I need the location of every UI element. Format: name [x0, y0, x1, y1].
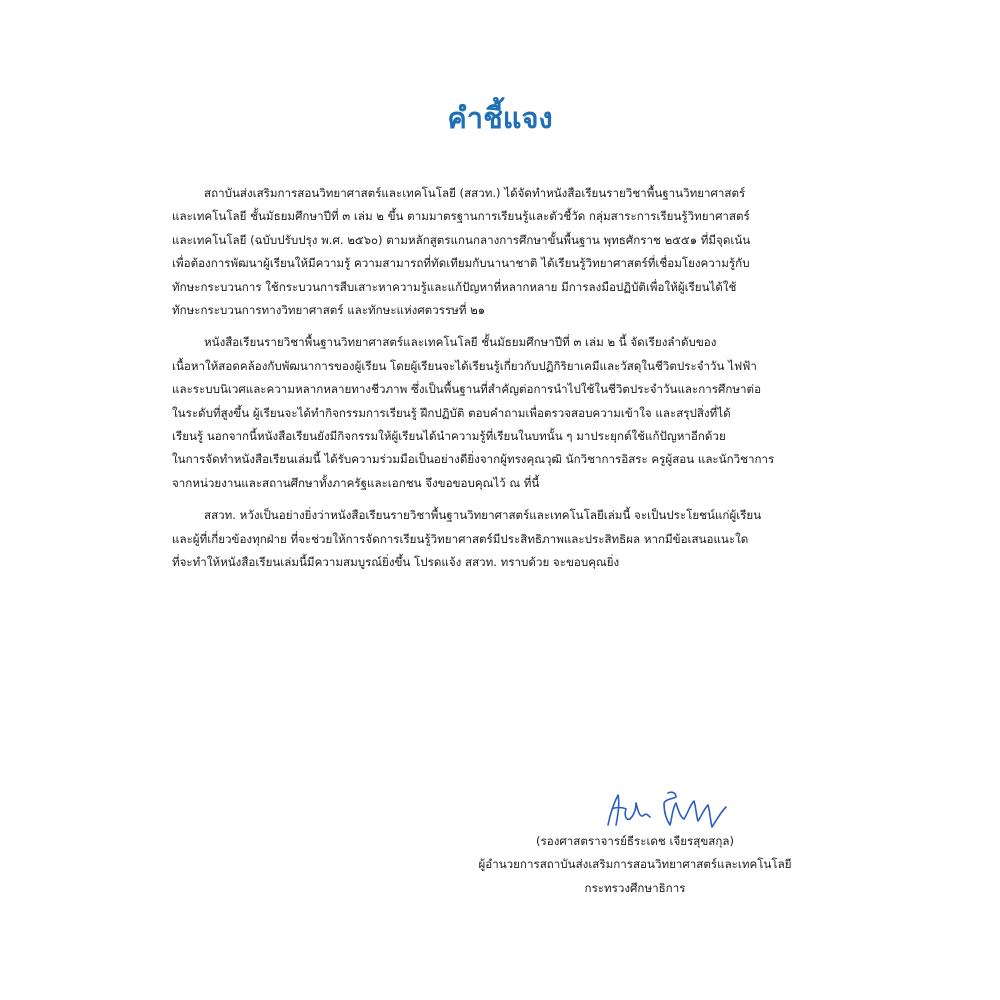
paragraph-line: สสวท. หวังเป็นอย่างยิ่งว่าหนังสือเรียนรายวิชาพื้นฐานวิทยาศาสตร์และเทคโนโลยีเล่มนี้ จะเป็นประโยชน์แก่ผู้เรียน	[204, 508, 762, 523]
paragraph-line: และเทคโนโลยี (ฉบับปรับปรุง พ.ศ. ๒๕๖๐) ตามหลักสูตรแกนกลางการศึกษาขั้นพื้นฐาน พุทธศักราช ๒๕๕๑ ที่มีจุดเน้น	[172, 232, 751, 247]
paragraph-line: ที่จะทำให้หนังสือเรียนเล่มนี้มีความสมบูรณ์ยิ่งขึ้น โปรดแจ้ง สสวท. ทราบด้วย จะขอบคุณยิ่ง	[172, 555, 620, 570]
signer-block	[400, 830, 870, 900]
paragraph-line: ในการจัดทำหนังสือเรียนเล่มนี้ ได้รับความร่วมมือเป็นอย่างดียิ่งจากผู้ทรงคุณวุฒิ นักวิชาการอิสระ ครูผู้สอน และนักวิชาการ	[172, 452, 775, 467]
signer-name: (รองศาสตราจารย์ธีระเดช เจียรสุขสกุล)	[536, 834, 734, 848]
paragraph-line: และเทคโนโลยี ชั้นมัธยมศึกษาปีที่ ๓ เล่ม ๒ ขึ้น ตามมาตรฐานการเรียนรู้และตัวชี้วัด กลุ่มสาระการเรียนรู้วิทยาศาสตร์	[172, 209, 750, 224]
signer-ministry: กระทรวงศึกษาธิการ	[584, 880, 686, 895]
document-body	[172, 182, 852, 584]
handwritten-signature	[600, 785, 740, 835]
paragraph-line: เรียนรู้ นอกจากนี้หนังสือเรียนยังมีกิจกรรมให้ผู้เรียนได้นำความรู้ที่เรียนในบทนั้น ๆ มาประยุกต์ใช้แก้ปัญหาอีกด้วย	[172, 429, 726, 444]
page-title: คำชี้แจง	[447, 101, 553, 135]
paragraph-2	[172, 331, 852, 495]
signer-position: ผู้อำนวยการสถาบันส่งเสริมการสอนวิทยาศาสตร์และเทคโนโลยี	[478, 857, 792, 872]
paragraph-line: ทักษะกระบวนการทางวิทยาศาสตร์ และทักษะแห่งศตวรรษที่ ๒๑	[172, 303, 486, 318]
paragraph-line: เพื่อต้องการพัฒนาผู้เรียนให้มีความรู้ ความสามารถที่ทัดเทียมกับนานาชาติ ได้เรียนรู้วิทยาศาสตร์ที่เชื่อมโยงความรู้กับ	[172, 256, 750, 271]
paragraph-line: หนังสือเรียนรายวิชาพื้นฐานวิทยาศาสตร์และเทคโนโลยี ชั้นมัธยมศึกษาปีที่ ๓ เล่ม ๒ นี้ จัดเรียงลำดับของ	[204, 335, 717, 350]
paragraph-line: และระบบนิเวศและความหลากหลายทางชีวภาพ ซึ่งเป็นพื้นฐานที่สำคัญต่อการนำไปใช้ในชีวิตประจำวันและการศึกษาต่อ	[172, 382, 762, 397]
paragraph-line: เนื้อหาให้สอดคล้องกับพัฒนาการของผู้เรียน โดยผู้เรียนจะได้เรียนรู้เกี่ยวกับปฏิกิริยาเคมีและวัสดุในชีวิตประจำวัน ไฟฟ้า	[172, 358, 757, 373]
paragraph-line: ในระดับที่สูงขึ้น ผู้เรียนจะได้ทำกิจกรรมการเรียนรู้ ฝึกปฏิบัติ ตอบคำถามเพื่อตรวจสอบความเข้าใจ และสรุปสิ่งที่ได้	[172, 405, 731, 420]
paragraph-line: และผู้ที่เกี่ยวข้องทุกฝ่าย ที่จะช่วยให้การจัดการเรียนรู้วิทยาศาสตร์มีประสิทธิภาพและประสิทธิผล หากมีข้อเสนอแนะใด	[172, 531, 749, 546]
paragraph-line: จากหน่วยงานและสถานศึกษาทั้งภาครัฐและเอกชน จึงขอขอบคุณไว้ ณ ที่นี้	[172, 475, 540, 490]
paragraph-3	[172, 504, 852, 574]
paragraph-line: สถาบันส่งเสริมการสอนวิทยาศาสตร์และเทคโนโลยี (สสวท.) ได้จัดทำหนังสือเรียนรายวิชาพื้นฐานวิทยาศาสตร์	[204, 186, 746, 200]
paragraph-1	[172, 182, 852, 322]
paragraph-line: ทักษะกระบวนการ ใช้กระบวนการสืบเสาะหาความรู้และแก้ปัญหาที่หลากหลาย มีการลงมือปฏิบัติเพื่อให้ผู้เรียนได้ใช้	[172, 279, 737, 294]
